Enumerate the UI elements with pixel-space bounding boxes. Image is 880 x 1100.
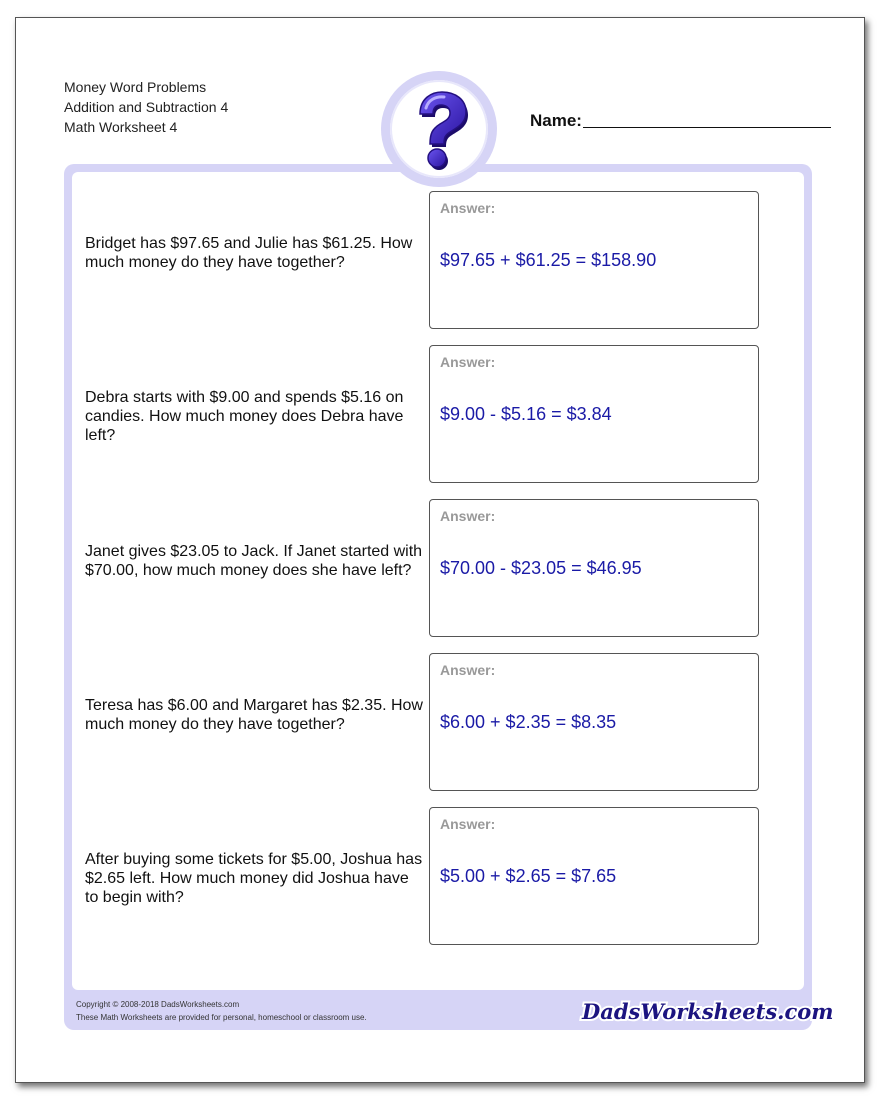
name-field[interactable] [583,127,831,128]
problem-5-question: After buying some tickets for $5.00, Joshua has $2.65 left. How much money did Joshua have to begin with? [85,851,423,906]
worksheet-title: Money Word Problems [64,79,207,95]
problem-2-answer: $9.00 - $5.16 = $3.84 [440,404,612,424]
copyright-text: Copyright © 2008-2018 DadsWorksheets.com [76,1000,240,1009]
problem-4-answer: $6.00 + $2.35 = $8.35 [440,712,617,732]
problem-1-question: Bridget has $97.65 and Julie has $61.25. How much money do they have together? [85,235,413,271]
problem-2-answer-box[interactable] [429,345,759,483]
question-badge [381,71,497,187]
problem-4-answer-box[interactable] [429,653,759,791]
problem-3-answer-box[interactable] [429,499,759,637]
usage-notice: These Math Worksheets are provided for personal, homeschool or classroom use. [76,1013,367,1022]
question-mark-icon [390,80,488,178]
answer-label: Answer: [440,662,496,678]
problem-1-answer: $97.65 + $61.25 = $158.90 [440,250,657,270]
worksheet-header [64,77,228,137]
problem-1-answer-box[interactable] [429,191,759,329]
name-label: Name: [530,111,582,130]
dadsworksheets-logo [578,996,834,1026]
answer-label: Answer: [440,200,496,216]
answer-label: Answer: [440,508,496,524]
logo-text: DadsWorksheets.com [582,999,834,1024]
problem-4-question: Teresa has $6.00 and Margaret has $2.35. How much money do they have together? [85,697,423,733]
answer-label: Answer: [440,816,496,832]
worksheet-subtitle: Addition and Subtraction 4 [64,99,229,115]
footer [76,998,367,1024]
problem-5-answer-box[interactable] [429,807,759,945]
problem-3-answer: $70.00 - $23.05 = $46.95 [440,558,642,578]
problem-3-question: Janet gives $23.05 to Jack. If Janet started with $70.00, how much money does she have left? [85,543,423,579]
problem-2-question: Debra starts with $9.00 and spends $5.16 on candies. How much money does Debra have left? [85,389,404,444]
problem-5-answer: $5.00 + $2.65 = $7.65 [440,866,617,886]
answer-label: Answer: [440,354,496,370]
worksheet-number: Math Worksheet 4 [64,119,178,135]
